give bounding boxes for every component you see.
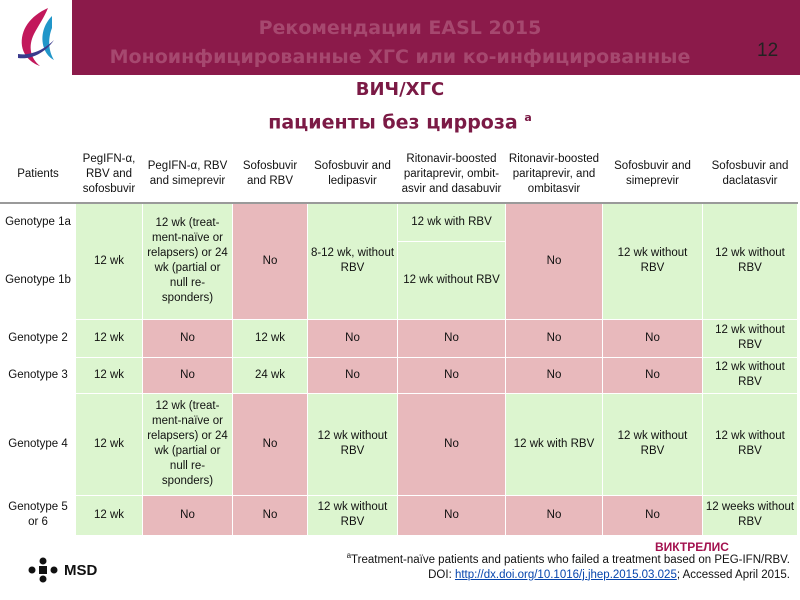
table-cell: No bbox=[308, 357, 398, 393]
table-cell: 12 wk bbox=[76, 203, 143, 319]
table-row bbox=[1, 357, 798, 393]
table-cell: No bbox=[233, 203, 308, 319]
col-header: PegIFN-α, RBV and sofosbuvir bbox=[76, 146, 143, 204]
table-cell: No bbox=[398, 357, 506, 393]
table-cell: No bbox=[398, 393, 506, 495]
table-cell: No bbox=[506, 495, 603, 535]
col-header: Sofosbuvir and ledipasvir bbox=[308, 146, 398, 204]
msd-logo bbox=[28, 557, 97, 583]
header-row bbox=[1, 146, 798, 204]
row-label: Genotype 4 bbox=[1, 393, 76, 495]
table-cell: 8-12 wk, without RBV bbox=[308, 203, 398, 319]
footnote-line-1 bbox=[260, 548, 790, 568]
table-cell: 12 wk bbox=[76, 393, 143, 495]
table-cell: 12 wk without RBV bbox=[398, 241, 506, 319]
table-cell: 12 wk without RBV bbox=[308, 495, 398, 535]
table-cell: 12 wk (treat-ment-naïve or relapsers) or 24 wk (partial or null re-sponders) bbox=[143, 203, 233, 319]
table-cell: 12 wk without RBV bbox=[703, 203, 798, 319]
table-cell: No bbox=[398, 495, 506, 535]
row-label: Genotype 2 bbox=[1, 319, 76, 357]
table-cell: No bbox=[308, 319, 398, 357]
table-cell: No bbox=[398, 319, 506, 357]
table-cell: No bbox=[143, 357, 233, 393]
table-cell: No bbox=[506, 203, 603, 319]
footnote-line-2 bbox=[260, 568, 790, 583]
row-label: Genotype 1b bbox=[1, 241, 76, 319]
col-header: Sofosbuvir and simeprevir bbox=[603, 146, 703, 204]
table-cell: 12 wk bbox=[76, 357, 143, 393]
title-line-1: Рекомендации EASL 2015 bbox=[258, 17, 542, 39]
col-header: Sofosbuvir and daclatasvir bbox=[703, 146, 798, 204]
doi-prefix: DOI: bbox=[428, 568, 455, 581]
doi-link[interactable]: http://dx.doi.org/10.1016/j.jhep.2015.03.025 bbox=[454, 568, 677, 581]
table-cell: No bbox=[603, 357, 703, 393]
table-cell: 12 weeks without RBV bbox=[703, 495, 798, 535]
col-header: Ritonavir-boosted paritaprevir, ombit-asvir and dasabuvir bbox=[398, 146, 506, 204]
table-cell: No bbox=[233, 495, 308, 535]
col-header: PegIFN-α, RBV and simeprevir bbox=[143, 146, 233, 204]
row-label: Genotype 1a bbox=[1, 203, 76, 241]
treatment-table bbox=[0, 145, 798, 536]
table-cell: 12 wk without RBV bbox=[703, 319, 798, 357]
doi-suffix: ; Accessed April 2015. bbox=[676, 568, 790, 581]
footnote-superscript: a bbox=[346, 551, 352, 560]
row-label: Genotype 3 bbox=[1, 357, 76, 393]
table-cell: 24 wk bbox=[233, 357, 308, 393]
table-cell: 12 wk (treat-ment-naïve or relapsers) or 24 wk (partial or null re-sponders) bbox=[143, 393, 233, 495]
table-row bbox=[1, 495, 798, 535]
footnote bbox=[260, 548, 790, 583]
table-cell: 12 wk bbox=[76, 319, 143, 357]
table-row bbox=[1, 319, 798, 357]
table-cell: No bbox=[143, 495, 233, 535]
msd-mark-icon bbox=[28, 557, 58, 583]
table-cell: 12 wk bbox=[233, 319, 308, 357]
table-cell: 12 wk without RBV bbox=[603, 203, 703, 319]
row-label: Genotype 5 or 6 bbox=[1, 495, 76, 535]
table-row bbox=[1, 203, 798, 241]
table-cell: 12 wk with RBV bbox=[506, 393, 603, 495]
title-line-4-text: пациенты без цирроза bbox=[268, 111, 518, 134]
table-cell: 12 wk without RBV bbox=[703, 393, 798, 495]
title-superscript: a bbox=[524, 111, 532, 124]
brand-watermark: ВИКТРЕЛИС bbox=[655, 540, 729, 554]
col-header: Sofosbuvir and RBV bbox=[233, 146, 308, 204]
footnote-text: Treatment-naïve patients and patients who failed a treatment based on PEG-IFN/RBV. bbox=[351, 553, 790, 566]
table-cell: No bbox=[233, 393, 308, 495]
table-cell: 12 wk without RBV bbox=[308, 393, 398, 495]
col-header: Ritonavir-boosted paritaprevir, and ombitasvir bbox=[506, 146, 603, 204]
slide-number: 12 bbox=[757, 40, 779, 61]
table-cell: 12 wk bbox=[76, 495, 143, 535]
table-cell: No bbox=[506, 319, 603, 357]
table-cell: No bbox=[603, 495, 703, 535]
table-cell: 12 wk with RBV bbox=[398, 203, 506, 241]
title-line-3: ВИЧ/ХГС bbox=[355, 79, 445, 100]
table-cell: No bbox=[506, 357, 603, 393]
table-cell: 12 wk without RBV bbox=[703, 357, 798, 393]
table-row bbox=[1, 393, 798, 495]
msd-logo-text: MSD bbox=[64, 561, 98, 579]
table-cell: No bbox=[603, 319, 703, 357]
table-cell: No bbox=[143, 319, 233, 357]
title-line-4 bbox=[0, 106, 800, 134]
title-line-2: Моноинфицированные ХГС или ко-инфицированные bbox=[109, 46, 691, 68]
table-cell: 12 wk without RBV bbox=[603, 393, 703, 495]
col-header: Patients bbox=[1, 146, 76, 204]
